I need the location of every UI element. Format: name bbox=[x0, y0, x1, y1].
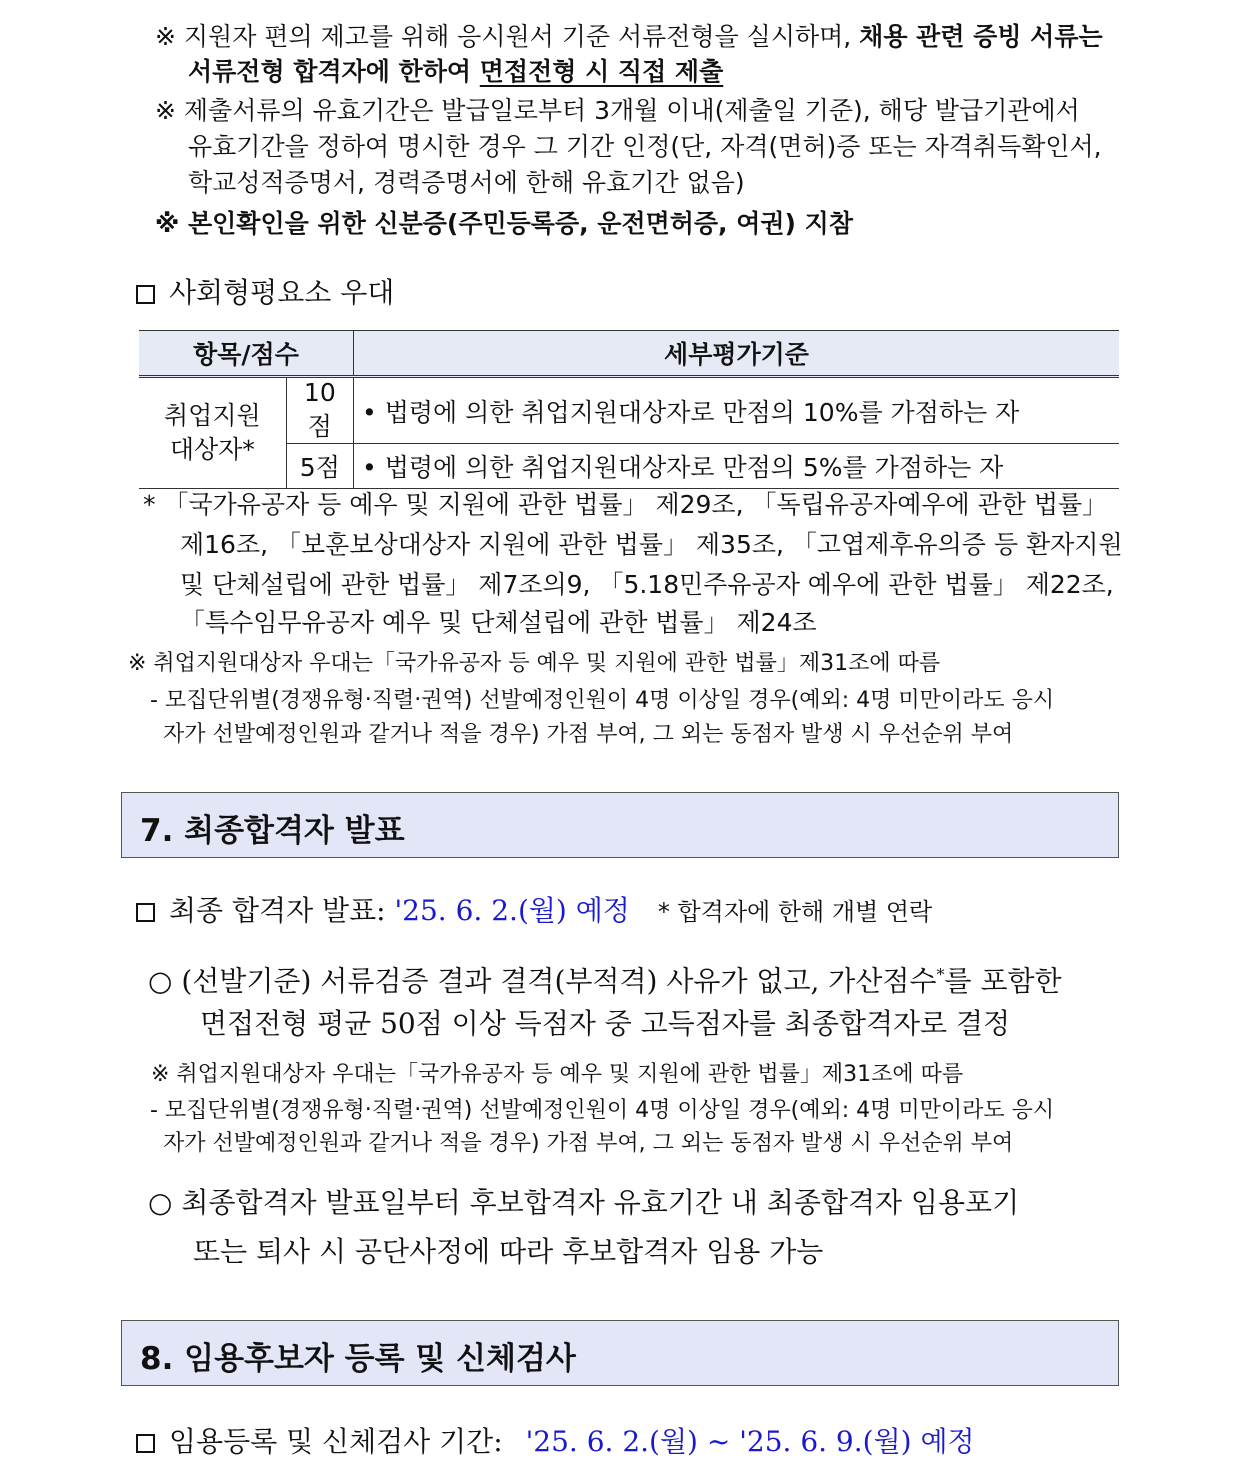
note-docs-submission: ※ 지원자 편의 제고를 위해 응시원서 기준 서류전형을 실시하며, 채용 관련 증빙 서류는 bbox=[155, 22, 1103, 51]
score-cell: 5점 bbox=[286, 444, 353, 489]
criteria-table bbox=[139, 330, 1119, 489]
reserve-candidate-l2: 또는 퇴사 시 공단사정에 따라 후보합격자 임용 가능 bbox=[193, 1235, 824, 1268]
section-8-header bbox=[121, 1320, 1119, 1386]
table-header-criteria: 세부평가기준 bbox=[354, 331, 1120, 377]
criteria-cell: • 법령에 의한 취업지원대상자로 만점의 5%를 가점하는 자 bbox=[354, 444, 1120, 489]
final-announcement: 최종 합격자 발표: '25. 6. 2.(월) 예정 * 합격자에 한해 개별 연락 bbox=[136, 892, 932, 931]
footnote-laws-l2: 제16조, 「보훈보상대상자 지원에 관한 법률」 제35조, 「고엽제후유의증 등 환자지원 bbox=[180, 530, 1123, 559]
preference-rule-2-l1: - 모집단위별(경쟁유형‧직렬‧권역) 선발예정인원이 4명 이상일 경우(예외: 4명 미만이라도 응시 bbox=[150, 1098, 1055, 1123]
note-validity-l1: ※ 제출서류의 유효기간은 발급일로부터 3개월 이내(제출일 기준), 해당 발급기관에서 bbox=[155, 96, 1080, 125]
section-title: 7. 최종합격자 발표 bbox=[140, 813, 405, 849]
preference-note-2: ※ 취업지원대상자 우대는「국가유공자 등 예우 및 지원에 관한 법률」제31조에 따름 bbox=[151, 1062, 964, 1087]
registration-period-value: '25. 6. 2.(월) ~ '25. 6. 9.(월) 예정 bbox=[525, 1425, 975, 1458]
footnote-laws-l3: 및 단체설립에 관한 법률」 제7조의9, 「5.18민주유공자 예우에 관한 법률」 제22조, bbox=[180, 570, 1114, 599]
note-validity-l2: 유효기간을 정하여 명시한 경우 그 기간 인정(단, 자격(면허)증 또는 자격취득확인서, bbox=[188, 132, 1102, 161]
note-id-card: ※ 본인확인을 위한 신분증(주민등록증, 운전면허증, 여권) 지참 bbox=[155, 209, 853, 238]
selection-criteria-l2: 면접전형 평균 50점 이상 득점자 중 고득점자를 최종합격자로 결정 bbox=[200, 1007, 1011, 1040]
score-cell: 10점 bbox=[286, 377, 353, 444]
section-7-header bbox=[121, 792, 1119, 858]
registration-period: 임용등록 및 신체검사 기간: '25. 6. 2.(월) ~ '25. 6. 9.(월) 예정 bbox=[136, 1423, 975, 1461]
section-title: 8. 임용후보자 등록 및 신체검사 bbox=[140, 1341, 576, 1377]
preference-rule-2-l2: 자가 선발예정인원과 같거나 적을 경우) 가점 부여, 그 외는 동점자 발생 시 우선순위 부여 bbox=[163, 1131, 1014, 1156]
preference-note: ※ 취업지원대상자 우대는「국가유공자 등 예우 및 지원에 관한 법률」제31조에 따름 bbox=[128, 651, 941, 676]
selection-criteria-l1: ○ (선발기준) 서류검증 결과 결격(부적격) 사유가 없고, 가산점수*를 포함한 bbox=[148, 964, 1062, 998]
table-header-item: 항목/점수 bbox=[139, 331, 354, 377]
announcement-date: '25. 6. 2.(월) 예정 bbox=[394, 894, 630, 927]
note-docs-submission-cont: 서류전형 합격자에 한하여 면접전형 시 직접 제출 bbox=[188, 57, 724, 86]
note-validity-l3: 학교성적증명서, 경력증명서에 한해 유효기간 없음) bbox=[188, 168, 745, 197]
table-row bbox=[139, 444, 1119, 489]
category-cell: 취업지원 대상자* bbox=[139, 377, 286, 489]
preference-rule-l1: - 모집단위별(경쟁유형‧직렬‧권역) 선발예정인원이 4명 이상일 경우(예외: 4명 미만이라도 응시 bbox=[150, 688, 1055, 713]
footnote-laws-l1: * 「국가유공자 등 예우 및 지원에 관한 법률」 제29조, 「독립유공자예우에 관한 법률」 bbox=[143, 490, 1108, 519]
checkbox-square-icon bbox=[136, 903, 155, 922]
criteria-cell: • 법령에 의한 취업지원대상자로 만점의 10%를 가점하는 자 bbox=[354, 377, 1120, 444]
announcement-note: * 합격자에 한해 개별 연락 bbox=[657, 898, 933, 926]
preference-rule-l2: 자가 선발예정인원과 같거나 적을 경우) 가점 부여, 그 외는 동점자 발생 시 우선순위 부여 bbox=[163, 722, 1014, 747]
table-row bbox=[139, 377, 1119, 444]
footnote-laws-l4: 「특수임무유공자 예우 및 단체설립에 관한 법률」 제24조 bbox=[180, 608, 817, 637]
table-header-row bbox=[139, 331, 1119, 377]
checkbox-square-icon bbox=[136, 1434, 155, 1453]
checkbox-square-icon bbox=[136, 285, 155, 304]
reserve-candidate-l1: ○ 최종합격자 발표일부터 후보합격자 유효기간 내 최종합격자 임용포기 bbox=[148, 1186, 1020, 1219]
social-equity-heading: 사회형평요소 우대 bbox=[136, 274, 394, 312]
